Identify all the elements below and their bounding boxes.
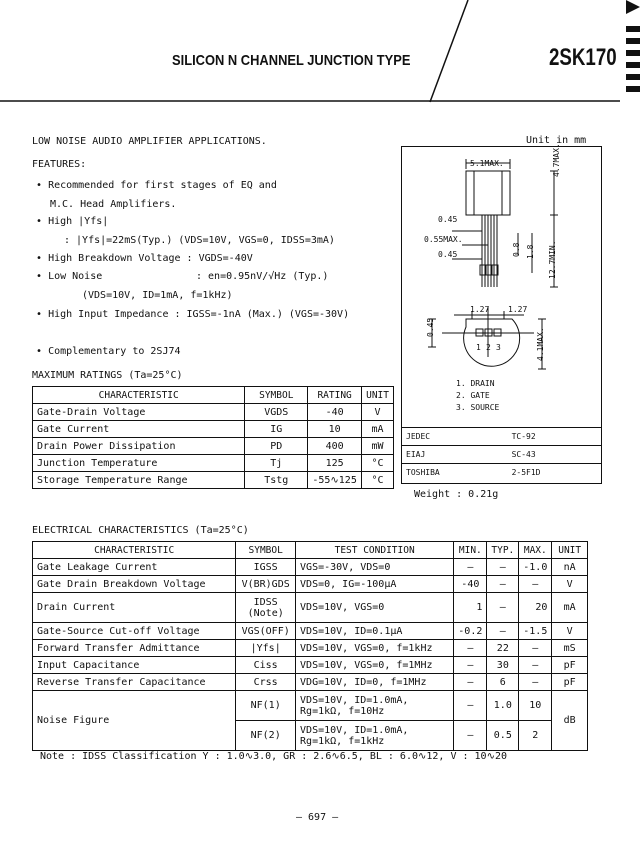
- electrical-heading: ELECTRICAL CHARACTERISTICS (Ta=25°C): [32, 525, 249, 536]
- pin-legend-source: 3. SOURCE: [456, 403, 500, 412]
- table-row: Gate Drain Breakdown Voltage V(BR)GDS VDS=0, IG=-100μA -40 – – V: [33, 576, 588, 593]
- dim-label: 5.1MAX.: [470, 159, 504, 168]
- table-row: NF(2) VDS=10V, ID=1.0mA, Rg=1kΩ, f=1kHz – 0.5 2: [33, 721, 588, 751]
- max-ratings-table: [32, 386, 394, 489]
- application-line: LOW NOISE AUDIO AMPLIFIER APPLICATIONS.: [32, 136, 267, 147]
- table-row: JEDEC TC-92: [402, 428, 601, 446]
- electrical-table: [32, 541, 588, 751]
- dim-label: 1.8: [526, 244, 535, 259]
- dim-label: 1.27: [470, 305, 490, 314]
- table-header: CHARACTERISTIC SYMBOL RATING UNIT: [33, 387, 394, 404]
- classification-note: Note : IDSS Classification Y : 1.0∿3.0, GR : 2.6∿6.5, BL : 6.0∿12, V : 10∿20: [40, 751, 507, 762]
- table-row: Gate Current IG 10 mA: [33, 421, 394, 438]
- package-weight: Weight : 0.21g: [414, 489, 499, 500]
- bullet-icon: •: [36, 271, 43, 282]
- table-row: Drain Power Dissipation PD 400 mW: [33, 438, 394, 455]
- pin-number: 2: [486, 343, 491, 352]
- noise-figure-unit: dB: [552, 691, 588, 751]
- bullet-icon: •: [36, 180, 43, 191]
- table-row: Junction Temperature Tj 125 °C: [33, 455, 394, 472]
- pin-number: 3: [496, 343, 501, 352]
- table-row: Reverse Transfer Capacitance Crss VDG=10V, ID=0, f=1MHz – 6 – pF: [33, 674, 588, 691]
- part-number: 2SK170: [549, 44, 617, 71]
- dim-label: 0.8: [512, 242, 521, 257]
- features-heading: FEATURES:: [32, 159, 87, 170]
- table-row: Noise Figure NF(1) VDS=10V, ID=1.0mA, Rg=1kΩ, f=10Hz – 1.0 10 dB: [33, 691, 588, 721]
- table-row: Storage Temperature Range Tstg -55∿125 °C: [33, 472, 394, 489]
- table-header: CHARACTERISTIC SYMBOL TEST CONDITION MIN. TYP. MAX. UNIT: [33, 542, 588, 559]
- feature-5: • High Input Impedance : IGSS=-1nA (Max.) (VGS=-30V): [36, 309, 350, 320]
- bullet-icon: •: [36, 216, 43, 227]
- feature-6: • Complementary to 2SJ74: [36, 346, 181, 357]
- feature-3: • High Breakdown Voltage : VGDS=-40V: [36, 253, 253, 264]
- table-row: Gate-Source Cut-off Voltage VGS(OFF) VDS=10V, ID=0.1μA -0.2 – -1.5 V: [33, 623, 588, 640]
- header-rule: [0, 0, 644, 110]
- pin-legend-gate: 2. GATE: [456, 391, 490, 400]
- dim-label: 0.45: [438, 250, 458, 259]
- table-row: Drain Current IDSS (Note) VDS=10V, VGS=0 1 – 20 mA: [33, 593, 588, 623]
- table-row: Forward Transfer Admittance |Yfs| VDS=10V, VGS=0, f=1kHz – 22 – mS: [33, 640, 588, 657]
- dim-label: 4.7MAX.: [552, 143, 561, 177]
- bullet-icon: •: [36, 253, 43, 264]
- noise-figure-label: Noise Figure: [33, 691, 236, 751]
- dim-label: 0.45: [438, 215, 458, 224]
- feature-2: • High |Yfs|: [36, 216, 109, 227]
- feature-1-cont: M.C. Head Amplifiers.: [50, 199, 177, 210]
- table-row: Input Capacitance Ciss VDS=10V, VGS=0, f=1MHz – 30 – pF: [33, 657, 588, 674]
- table-row: Gate Leakage Current IGSS VGS=-30V, VDS=0 – – -1.0 nA: [33, 559, 588, 576]
- dim-label: 12.7MIN.: [548, 240, 557, 279]
- feature-4-value: : en=0.95nV/√Hz (Typ.): [196, 271, 329, 282]
- unit-note: Unit in mm: [526, 135, 587, 146]
- pin-number: 1: [476, 343, 481, 352]
- max-ratings-heading: MAXIMUM RATINGS (Ta=25°C): [32, 370, 183, 381]
- table-row: Gate-Drain Voltage VGDS -40 V: [33, 404, 394, 421]
- drain-current-note: (Note): [247, 607, 284, 619]
- bullet-icon: •: [36, 346, 43, 357]
- pin-legend-drain: 1. DRAIN: [456, 379, 495, 388]
- feature-1: • Recommended for first stages of EQ and: [36, 180, 277, 191]
- package-outline-box: [401, 143, 602, 484]
- dim-label: 4.1MAX.: [536, 327, 545, 361]
- dim-label: 0.45: [426, 317, 435, 337]
- feature-4-condition: (VDS=10V, ID=1mA, f=1kHz): [82, 290, 233, 301]
- feature-4: • Low Noise: [36, 271, 103, 282]
- table-row: TOSHIBA 2-5F1D: [402, 464, 601, 482]
- dim-label: 1.27: [508, 305, 528, 314]
- page-number: – 697 –: [296, 812, 339, 823]
- document-title: SILICON N CHANNEL JUNCTION TYPE: [172, 52, 411, 69]
- bullet-icon: •: [36, 309, 43, 320]
- table-row: EIAJ SC-43: [402, 446, 601, 464]
- feature-2-detail: : |Yfs|=22mS(Typ.) (VDS=10V, VGS=0, IDSS=3mA): [64, 235, 335, 246]
- package-standards-table: [402, 427, 601, 481]
- dim-label: 0.55MAX.: [424, 235, 463, 244]
- package-outline-drawing: [402, 147, 601, 427]
